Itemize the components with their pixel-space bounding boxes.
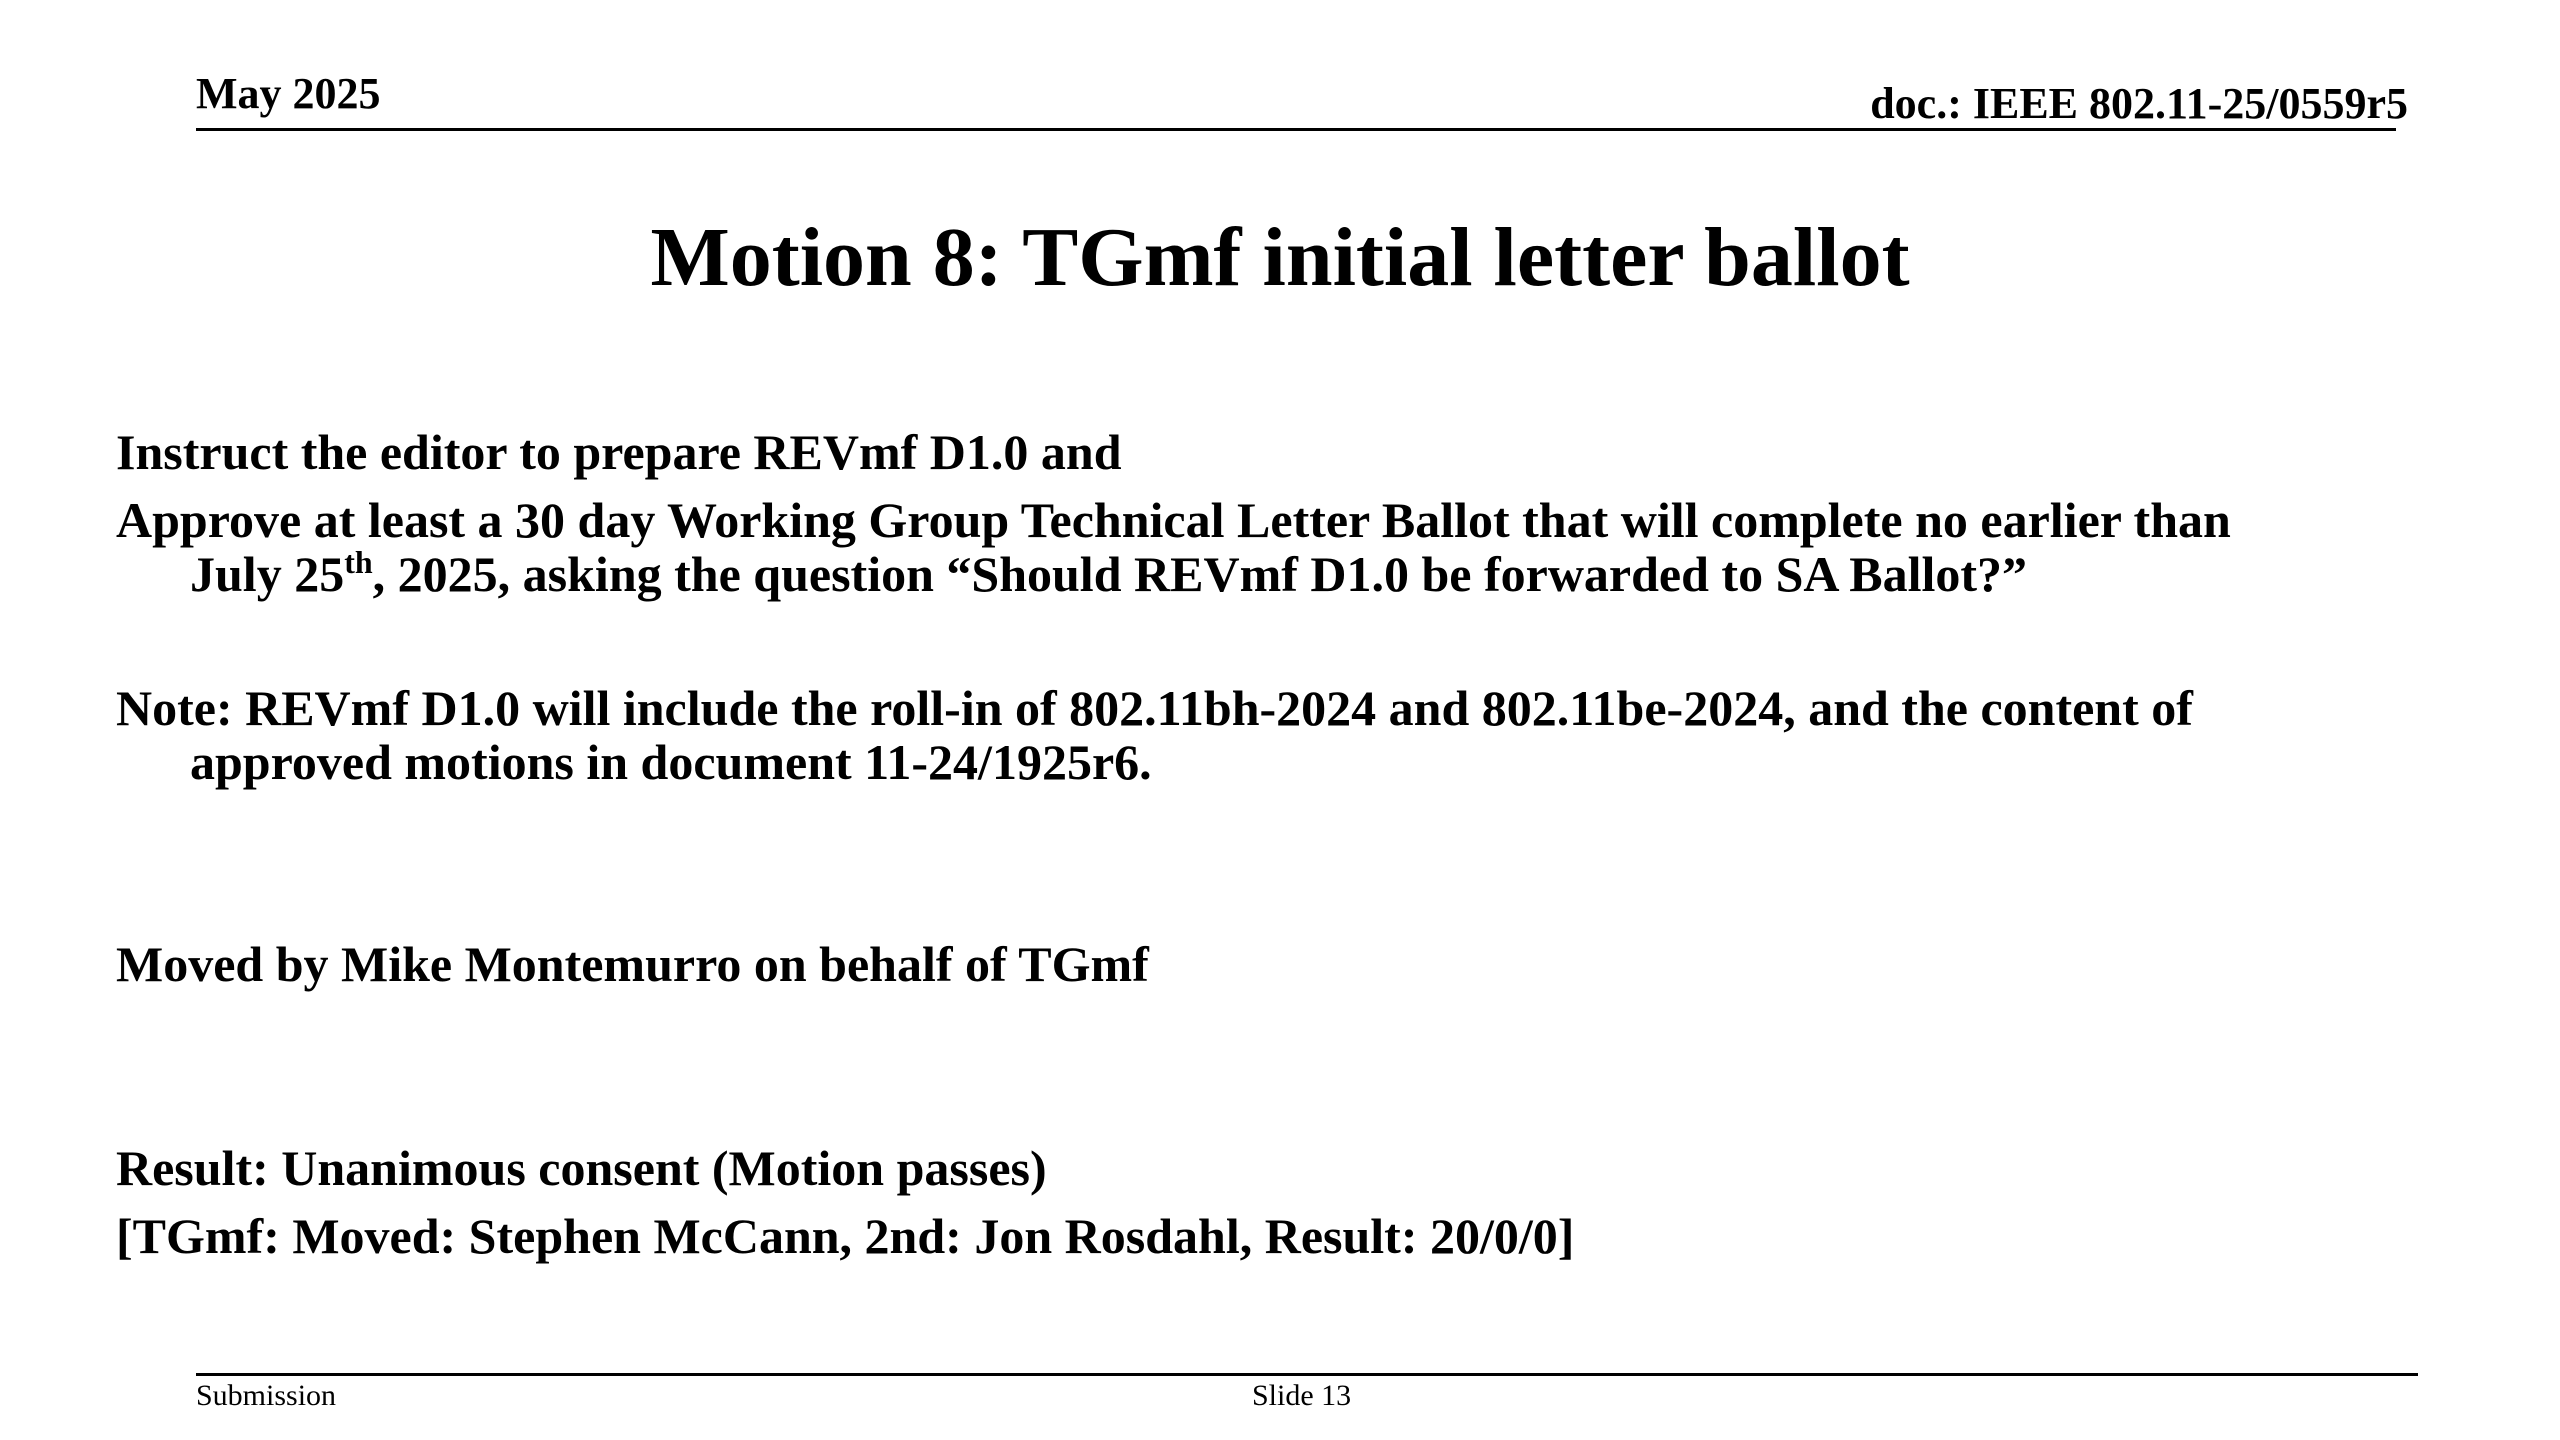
approve-text-lead: Approve at least a 30 day Working Group Technical Letter Ballot that will complete no earlier than xyxy=(116,492,2231,548)
footer-divider xyxy=(196,1373,2418,1376)
note-block xyxy=(116,681,2446,789)
slide-title: Motion 8: TGmf initial letter ballot xyxy=(650,211,1910,304)
instruct-paragraph xyxy=(116,425,2446,479)
note-paragraph xyxy=(116,681,2446,789)
footer-submission: Submission xyxy=(196,1379,337,1412)
motion-text-block xyxy=(116,425,2446,601)
approve-paragraph xyxy=(116,493,2446,601)
tgmf-record-text: [TGmf: Moved: Stephen McCann, 2nd: Jon Rosdahl, Result: 20/0/0] xyxy=(116,1208,1575,1264)
approve-text-tail: , 2025, asking the question “Should REVmf D1.0 be forwarded to SA Ballot?” xyxy=(372,546,2028,602)
header-date: May 2025 xyxy=(196,69,381,118)
note-line-1: Note: REVmf D1.0 will include the roll-in of 802.11bh-2024 and 802.11be-2024, and the content of xyxy=(116,680,2193,736)
header-doc-id: doc.: IEEE 802.11-25/0559r5 xyxy=(1870,79,2408,128)
footer-slide-number: Slide 13 xyxy=(1252,1379,1352,1412)
moved-by-text: Moved by Mike Montemurro on behalf of TGmf xyxy=(116,936,1149,992)
approve-date-ordinal: th xyxy=(344,544,373,580)
result-text: Result: Unanimous consent (Motion passes) xyxy=(116,1140,1047,1196)
approve-date: July 25 xyxy=(190,546,345,602)
instruct-text: Instruct the editor to prepare REVmf D1.0 and xyxy=(116,424,1122,480)
header-divider xyxy=(196,128,2396,131)
note-line-2: approved motions in document 11-24/1925r6. xyxy=(190,734,1152,790)
result-block xyxy=(116,1141,2446,1263)
moved-by-block xyxy=(116,937,2446,991)
